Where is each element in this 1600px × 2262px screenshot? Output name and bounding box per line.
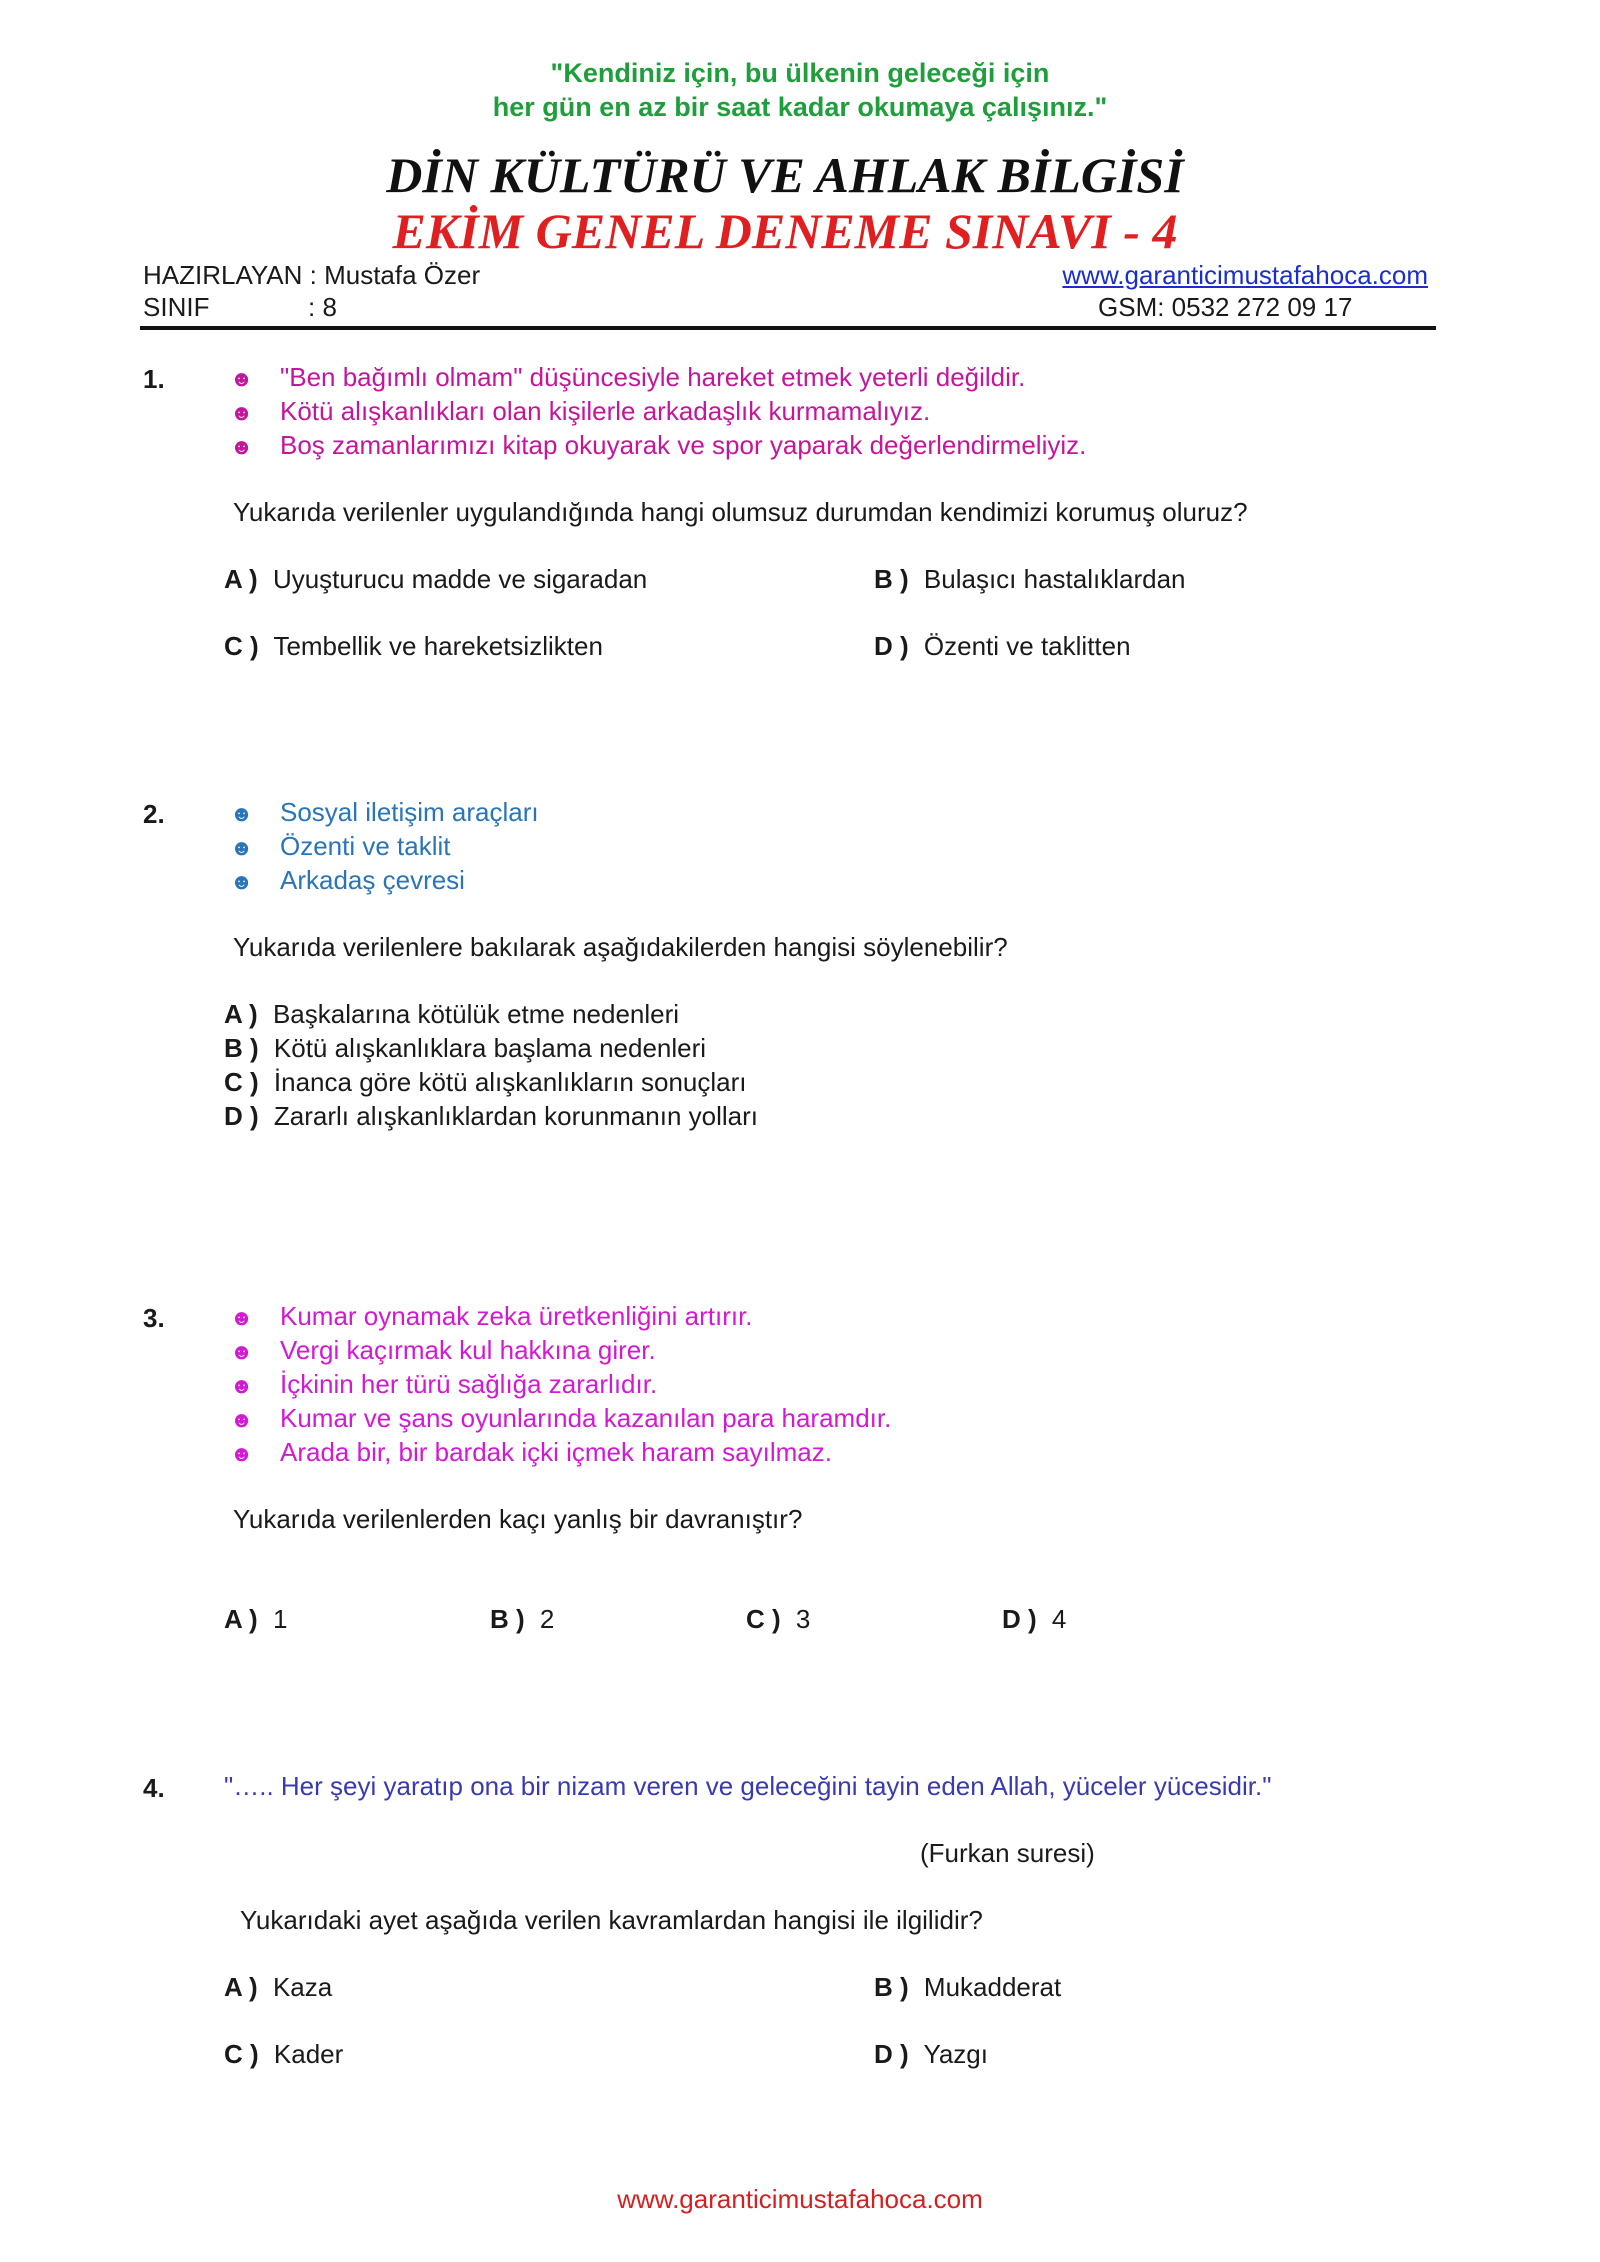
question-4-option-c[interactable]: C ) Kader [224, 2039, 344, 2069]
question-2-prompt: Yukarıda verilenlere bakılarak aşağıdakilerden hangisi söylenebilir? [233, 932, 1008, 962]
gsm-number: GSM: 0532 272 09 17 [1098, 292, 1353, 322]
question-4-source: (Furkan suresi) [920, 1838, 1095, 1868]
smiley-icon: ☻ [230, 801, 254, 826]
question-4-prompt: Yukarıdaki ayet aşağıda verilen kavramlardan hangisi ile ilgilidir? [240, 1905, 983, 1935]
smiley-icon: ☻ [230, 1305, 254, 1330]
question-1-option-a[interactable]: A ) Uyuşturucu madde ve sigaradan [224, 564, 648, 594]
class-label: SINIF [143, 292, 210, 322]
question-4-number: 4. [143, 1773, 165, 1803]
question-4-quote: "….. Her şeyi yaratıp ona bir nizam veren ve geleceğini tayin eden Allah, yüceler yücesidir." [224, 1771, 1272, 1801]
smiley-icon: ☻ [230, 434, 254, 459]
question-1-option-d[interactable]: D ) Özenti ve taklitten [874, 631, 1131, 661]
smiley-icon: ☻ [230, 1407, 254, 1432]
question-2-option-a[interactable]: A ) Başkalarına kötülük etme nedenleri [224, 999, 680, 1029]
page-title: DİN KÜLTÜRÜ VE AHLAK BİLGİSİ [386, 147, 1184, 203]
prepared-by: HAZIRLAYAN : Mustafa Özer [143, 260, 481, 290]
question-1-statement: Boş zamanlarımızı kitap okuyarak ve spor yaparak değerlendirmeliyiz. [280, 430, 1087, 460]
question-1-statement: "Ben bağımlı olmam" düşüncesiyle hareket etmek yeterli değildir. [280, 362, 1026, 392]
question-2-statement: Arkadaş çevresi [280, 865, 465, 895]
question-2-statement: Sosyal iletişim araçları [280, 797, 539, 827]
question-3-option-c[interactable]: C ) 3 [746, 1604, 811, 1634]
page-subtitle: EKİM GENEL DENEME SINAVI - 4 [392, 203, 1178, 259]
smiley-icon: ☻ [230, 1441, 254, 1466]
question-3-option-b[interactable]: B ) 2 [490, 1604, 555, 1634]
question-2-statement: Özenti ve taklit [280, 831, 451, 861]
website-link[interactable]: www.garanticimustafahoca.com [1062, 260, 1428, 290]
question-3-prompt: Yukarıda verilenlerden kaçı yanlış bir davranıştır? [233, 1504, 803, 1534]
question-4-option-b[interactable]: B ) Mukadderat [874, 1972, 1062, 2002]
question-4-option-d[interactable]: D ) Yazgı [874, 2039, 988, 2069]
question-3-statement: Kumar ve şans oyunlarında kazanılan para haramdır. [280, 1403, 892, 1433]
question-3-statement: Kumar oynamak zeka üretkenliğini artırır. [280, 1301, 753, 1331]
question-1-prompt: Yukarıda verilenler uygulandığında hangi olumsuz durumdan kendimizi korumuş oluruz? [233, 497, 1248, 527]
smiley-icon: ☻ [230, 1373, 254, 1398]
class-value: : 8 [308, 292, 337, 322]
question-1-option-b[interactable]: B ) Bulaşıcı hastalıklardan [874, 564, 1186, 594]
smiley-icon: ☻ [230, 400, 254, 425]
smiley-icon: ☻ [230, 835, 254, 860]
question-2-option-b[interactable]: B ) Kötü alışkanlıklara başlama nedenleri [224, 1033, 707, 1063]
question-3-option-d[interactable]: D ) 4 [1002, 1604, 1067, 1634]
question-3-number: 3. [143, 1303, 165, 1333]
question-2-option-d[interactable]: D ) Zararlı alışkanlıklardan korunmanın yolları [224, 1101, 759, 1131]
question-1-statement: Kötü alışkanlıkları olan kişilerle arkadaşlık kurmamalıyız. [280, 396, 931, 426]
footer-website-link[interactable]: www.garanticimustafahoca.com [617, 2184, 983, 2214]
motto-line-1: "Kendiniz için, bu ülkenin geleceği için [550, 58, 1050, 88]
question-2-option-c[interactable]: C ) İnanca göre kötü alışkanlıkların sonuçları [224, 1067, 747, 1097]
question-4-option-a[interactable]: A ) Kaza [224, 1972, 333, 2002]
smiley-icon: ☻ [230, 1339, 254, 1364]
header-divider [140, 326, 1436, 330]
smiley-icon: ☻ [230, 366, 254, 391]
motto-line-2: her gün en az bir saat kadar okumaya çalışınız." [492, 92, 1108, 122]
question-1-number: 1. [143, 364, 165, 394]
question-2-number: 2. [143, 799, 165, 829]
smiley-icon: ☻ [230, 869, 254, 894]
question-3-statement: İçkinin her türü sağlığa zararlıdır. [280, 1369, 658, 1399]
question-3-option-a[interactable]: A ) 1 [224, 1604, 288, 1634]
question-3-statement: Vergi kaçırmak kul hakkına girer. [280, 1335, 656, 1365]
question-1-option-c[interactable]: C ) Tembellik ve hareketsizlikten [224, 631, 603, 661]
question-3-statement: Arada bir, bir bardak içki içmek haram sayılmaz. [280, 1437, 832, 1467]
